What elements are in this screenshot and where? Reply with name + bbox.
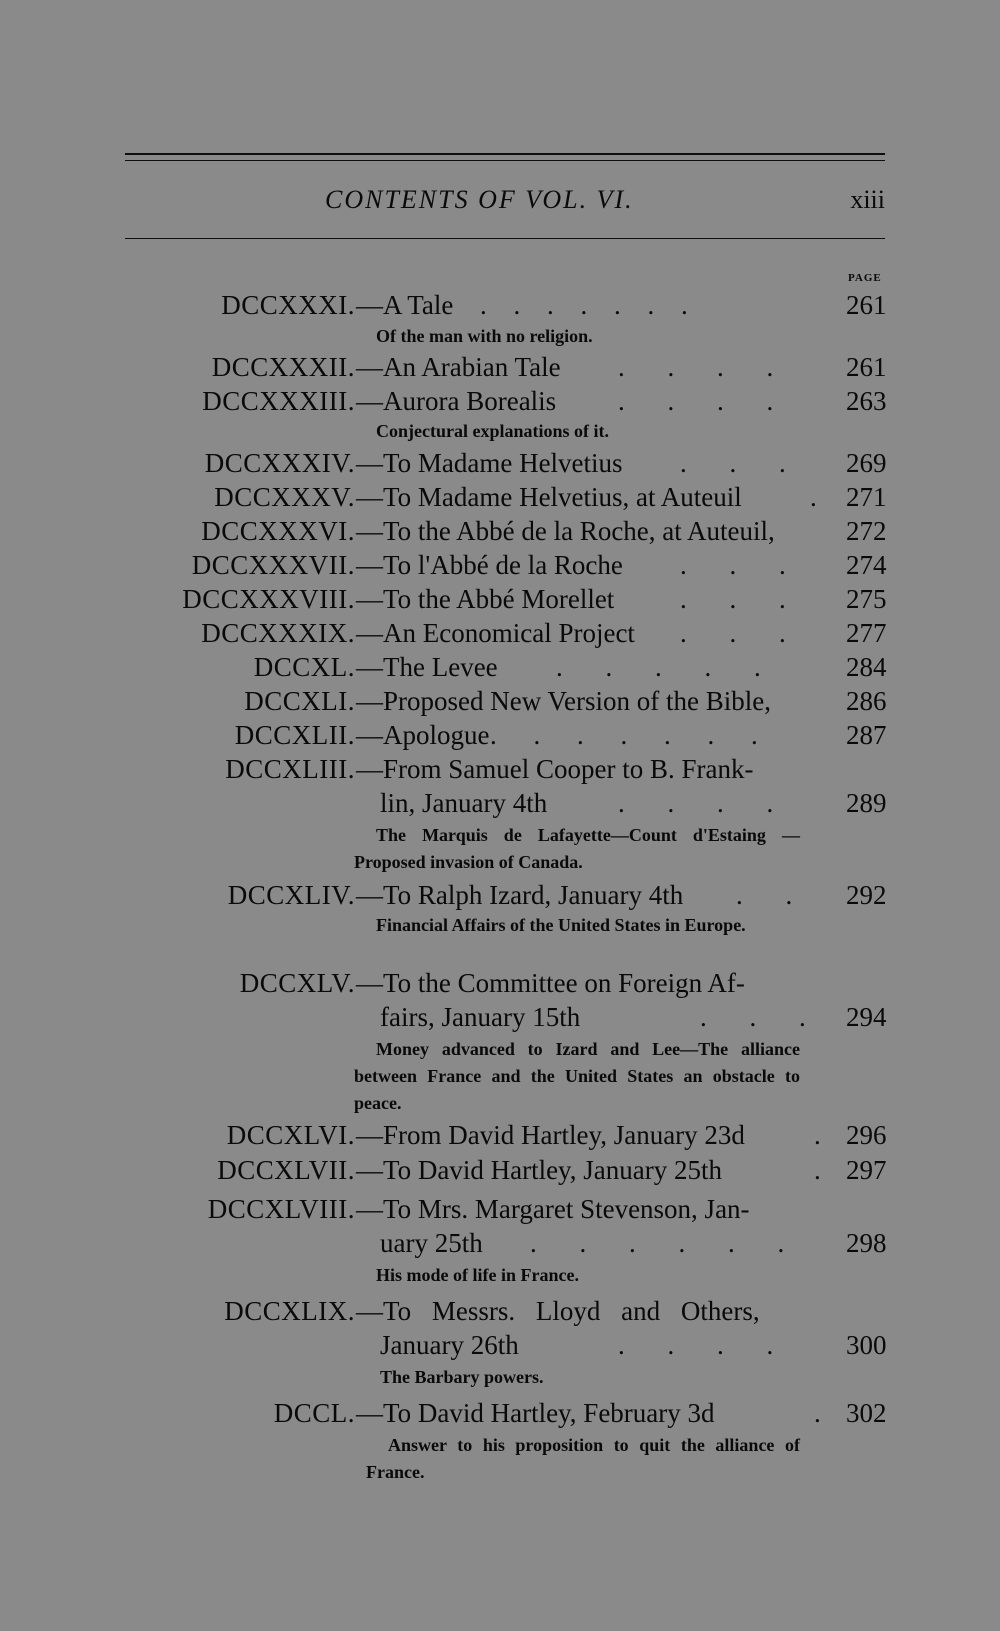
toc-entry	[0, 1153, 1000, 1187]
entry-number: DCCXLIV.	[227, 880, 355, 910]
entry-note: The Barbary powers.	[380, 1367, 544, 1387]
page-folio: xiii	[850, 185, 885, 214]
toc-entry	[0, 548, 1000, 582]
entry-note: Of the man with no religion.	[376, 326, 593, 346]
entry-note: His mode of life in France.	[376, 1265, 579, 1285]
entry-page: 287	[846, 720, 887, 750]
toc-entry	[0, 878, 1000, 912]
leader-dots: . . . .	[618, 1330, 792, 1360]
entry-number: DCCXLVIII.	[207, 1194, 355, 1224]
entry-number: DCCXLI.	[244, 686, 355, 716]
entry-page: 272	[846, 516, 887, 546]
entry-title-cont: uary 25th	[380, 1228, 483, 1258]
entry-title: —Proposed New Version of the Bible,	[356, 686, 771, 716]
entry-page: 275	[846, 584, 887, 614]
toc-entry	[0, 1192, 1000, 1226]
header-rule-top	[125, 153, 885, 155]
entry-continuation	[380, 786, 900, 820]
leader-dots: .	[814, 1155, 821, 1185]
entry-note: Answer to his proposition to quit the alliance of France.	[366, 1435, 800, 1482]
entry-number: DCCXLIII.	[225, 754, 355, 784]
entry-page: 261	[846, 290, 887, 320]
entry-page: 297	[846, 1155, 887, 1185]
toc-entry	[0, 684, 1000, 718]
entry-title: —To l'Abbé de la Roche	[356, 550, 623, 580]
entry-title: —The Levee	[356, 652, 498, 682]
entry-note: Conjectural explanations of it.	[376, 421, 609, 441]
toc-entry	[0, 1396, 1000, 1430]
entry-number: DCCXXXVIII.	[182, 584, 355, 614]
leader-dots: . . . . . . .	[480, 290, 698, 320]
toc-entry	[0, 446, 1000, 480]
entry-title: —To the Abbé de la Roche, at Auteuil,	[356, 516, 775, 546]
entry-note: Money advanced to Izard and Lee—The alliance between France and the United States an obstacle to peace.	[354, 1039, 800, 1113]
entry-page: 302	[846, 1398, 887, 1428]
page-column-label: PAGE	[848, 272, 882, 284]
entry-title: —Apologue	[356, 720, 490, 750]
entry-note: The Marquis de Lafayette—Count d'Estaing —Proposed invasion of Canada.	[354, 825, 800, 872]
entry-number: DCCXXXIX.	[201, 618, 355, 648]
entry-page: 298	[846, 1228, 887, 1258]
leader-dots: . . .	[680, 448, 804, 478]
entry-title: —To Messrs. Lloyd and Others,	[356, 1296, 760, 1326]
leader-dots: . . . . . .	[530, 1228, 803, 1258]
entry-number: DCCXXXVI.	[201, 516, 355, 546]
entry-page: 261	[846, 352, 887, 382]
running-title: CONTENTS OF VOL. VI.	[325, 185, 634, 214]
entry-number: DCCXXXI.	[221, 290, 355, 320]
entry-title: —To David Hartley, January 25th	[356, 1155, 723, 1185]
entry-page: 300	[846, 1330, 887, 1360]
entry-continuation	[380, 1328, 900, 1362]
entry-title: —To Ralph Izard, January 4th	[356, 880, 684, 910]
entry-page: 277	[846, 618, 887, 648]
header-rule-top-thin	[125, 160, 885, 161]
entry-number: DCCXLVI.	[226, 1120, 355, 1150]
entry-title: —To Madame Helvetius, at Auteuil	[356, 482, 742, 512]
entry-page: 284	[846, 652, 887, 682]
entry-page: 292	[846, 880, 887, 910]
leader-dots: . . .	[700, 1002, 824, 1032]
header-rule-bottom	[125, 238, 885, 239]
entry-title: —Aurora Borealis	[356, 386, 557, 416]
entry-title: —To Madame Helvetius	[356, 448, 623, 478]
leader-dots: . . . . . . .	[490, 720, 773, 750]
entry-number: DCCXXXIV.	[204, 448, 355, 478]
entry-number: DCCXLVII.	[217, 1155, 355, 1185]
entry-title: —To Mrs. Margaret Stevenson, Jan-	[356, 1194, 750, 1224]
toc-entry	[0, 384, 1000, 418]
entry-title-cont: lin, January 4th	[380, 788, 548, 818]
entry-title: —An Economical Project	[356, 618, 635, 648]
entry-title: —A Tale	[356, 290, 454, 320]
entry-number: DCCXLII.	[234, 720, 355, 750]
toc-entry	[0, 288, 1000, 322]
entry-page: 294	[846, 1002, 887, 1032]
toc-entry	[0, 616, 1000, 650]
entry-number: DCCXLV.	[239, 968, 355, 998]
toc-entry	[0, 718, 1000, 752]
leader-dots: . . . . .	[556, 652, 779, 682]
running-header	[125, 185, 885, 225]
entry-continuation	[380, 1000, 900, 1034]
entry-note: Financial Affairs of the United States in Europe.	[376, 915, 746, 935]
leader-dots: . .	[736, 880, 811, 910]
leader-dots: . . .	[680, 584, 804, 614]
leader-dots: . . . .	[618, 788, 792, 818]
entry-page: 274	[846, 550, 887, 580]
entry-page: 296	[846, 1120, 887, 1150]
entry-title-cont: January 26th	[380, 1330, 519, 1360]
toc-entry	[0, 966, 1000, 1000]
toc-entry	[0, 582, 1000, 616]
leader-dots: . . .	[680, 550, 804, 580]
toc-entry	[0, 650, 1000, 684]
entry-page: 286	[846, 686, 887, 716]
entry-title: —From Samuel Cooper to B. Frank-	[356, 754, 754, 784]
leader-dots: .	[814, 1120, 821, 1150]
entry-title: —To the Abbé Morellet	[356, 584, 615, 614]
toc-entry	[0, 1118, 1000, 1152]
entry-number: DCCXLIX.	[224, 1296, 355, 1326]
leader-dots: .	[814, 1398, 821, 1428]
entry-title-cont: fairs, January 15th	[380, 1002, 581, 1032]
entry-number: DCCXXXVII.	[191, 550, 355, 580]
entry-number: DCCXXXII.	[211, 352, 355, 382]
toc-entry	[0, 350, 1000, 384]
toc-entry	[0, 480, 1000, 514]
entry-page: 269	[846, 448, 887, 478]
leader-dots: . . . .	[618, 352, 792, 382]
entry-title: —To David Hartley, February 3d	[356, 1398, 715, 1428]
entry-page: 263	[846, 386, 887, 416]
toc-entry	[0, 1294, 1000, 1328]
entry-page: 289	[846, 788, 887, 818]
entry-number: DCCXL.	[253, 652, 355, 682]
toc-entry	[0, 752, 1000, 786]
entry-title: —An Arabian Tale	[356, 352, 561, 382]
leader-dots: . . .	[680, 618, 804, 648]
leader-dots: . . . .	[618, 386, 792, 416]
entry-title: —From David Hartley, January 23d	[356, 1120, 745, 1150]
entry-continuation	[380, 1226, 900, 1260]
entry-title: —To the Committee on Foreign Af-	[356, 968, 745, 998]
entry-number: DCCL.	[273, 1398, 355, 1428]
entry-page: 271	[846, 482, 887, 512]
entry-number: DCCXXXV.	[214, 482, 355, 512]
toc-entry	[0, 514, 1000, 548]
entry-number: DCCXXXIII.	[202, 386, 355, 416]
leader-dots: .	[810, 482, 817, 512]
